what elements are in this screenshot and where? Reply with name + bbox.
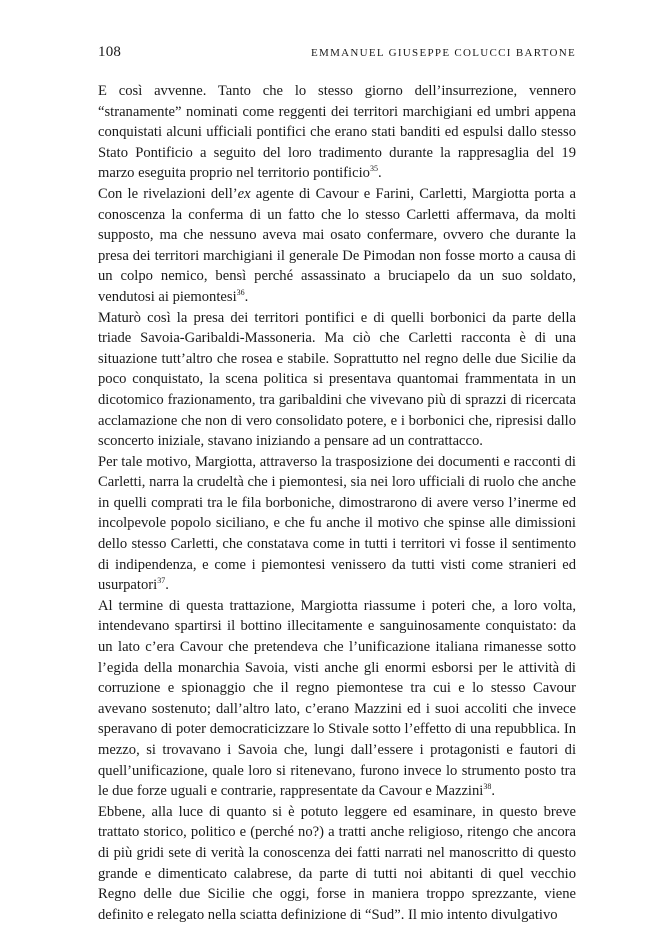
paragraph-text: Per tale motivo, Margiotta, attraverso la trasposizione dei documenti e racconti di Carletti, narra la crudeltà che i piemontesi, sia nei loro ufficiali di ruolo che anche in quelli comprati tra le fila borboniche, dimostrarono di avere verso l’inerme ed incolpevole popolo siciliano, e che fu anche il motivo che spinse alle dimissioni dello stesso Carletti, che constatava come in tutti i territori vi fosse il sentimento di indipendenza, e come i piemontesi venissero da tutti visti come stranieri ed usurpatori <box>98 453 576 594</box>
paragraph-text: Al termine di questa trattazione, Margiotta riassume i poteri che, a loro volta, intendevano spartirsi il bottino illecitamente e sanguinosamente conquistato: da un lato c’era Cavour che pretendeva che l’unificazione italiana rimanesse sotto l’egida della monarchia Savoia, visti anche gli enormi esborsi per le attività di corruzione e spionaggio che il regno piemontese tra cui e lo stesso Cavour avevano sostenuto; dall’altro lato, c’erano Mazzini ed i suoi accoliti che invece speravano di poter democraticizzare lo Stivale sotto l’effetto di una repubblica. In mezzo, si trovavano i Savoia che, lungi dall’essere i protagonisti e fautori di quell’unificazione, quale loro si ritenevano, furono invece lo strumento posto tra le due forze uguali e contrarie, rappresentate da Cavour e Mazzini <box>98 597 576 800</box>
running-head: EMMANUEL GIUSEPPE COLUCCI BARTONE <box>311 47 576 59</box>
paragraph-1: E così avvenne. Tanto che lo stesso giorno dell’insurrezione, vennero “stranamente” nominati come reggenti dei territori marchigiani ed umbri appena conquistati alcuni ufficiali pontifici che erano stati banditi ed espulsi dallo stesso Stato Pontificio a seguito del loro tradimento durante la rappresaglia del 19 marzo eseguita proprio nel territorio pontificio$^{35}$. <box>98 83 576 182</box>
paragraph-text: agente di Cavour e Farini, Carletti, Margiotta porta a conoscenza la conferma di un fatto che lo stesso Carletti affermava, da molti supposto, ma che nessuno aveva mai osato confermare, ovvero che durante la presa dei territori marchigiani il generale De Pimodan non fosse morto a causa di un colpo nemico, bensì perché assassinato a bruciapelo da un suo soldato, vendutosi ai piemontesi <box>98 185 576 305</box>
body-text <box>98 81 576 925</box>
paragraph-3 <box>98 308 576 452</box>
paragraph-text: Ebbene, alla luce di quanto si è potuto leggere ed esaminare, in questo breve trattato storico, politico e (perché no?) a tratti anche religioso, ritengo che ancora di più gridi sete di verità la conoscenza dei fatti narrati nel manoscritto di questo grande e dimenticato calabrese, da parte di tutti noi abitanti di quel vecchio Regno delle due Sicilie che oggi, forse in maniera troppo sprezzante, viene definito e relegato nella sciatta definizione di “Sud”. Il mio intento divulgativo <box>98 803 576 923</box>
footnote-ref-38: 38 <box>483 782 492 792</box>
italic-term: ex <box>237 185 251 202</box>
paragraph-2: Con le rivelazioni dell’ex agente di Cavour e Farini, Carletti, Margiotta porta a conoscenza la conferma di un fatto che lo stesso Carletti affermava, da molti supposto, ma che nessuno aveva mai osato confermare, ovvero che durante la presa dei territori marchigiani il generale De Pimodan non fosse morto a causa di un colpo nemico, bensì perché assassinato a bruciapelo da un suo soldato, vendutosi ai piemontesi$^{36}$. <box>98 185 576 305</box>
footnote-ref-37: 37 <box>157 576 166 586</box>
paragraph-5: Al termine di questa trattazione, Margiotta riassume i poteri che, a loro volta, intendevano spartirsi il bottino illecitamente e sanguinosamente conquistato: da un lato c’era Cavour che pretendeva che l’unificazione italiana rimanesse sotto l’egida della monarchia Savoia, visti anche gli enormi esborsi per le attività di corruzione e spionaggio che il regno piemontese tra cui e lo stesso Cavour avevano sostenuto; dall’altro lato, c’erano Mazzini ed i suoi accoliti che invece speravano di poter democraticizzare lo Stivale sotto l’effetto di una repubblica. In mezzo, si trovavano i Savoia che, lungi dall’essere i protagonisti e fautori di quell’unificazione, quale loro si ritenevano, furono invece lo strumento posto tra le due forze uguali e contrarie, rappresentate da Cavour e Mazzini$^{38}$. <box>98 597 576 800</box>
paragraph-6 <box>98 802 576 925</box>
paragraph-text: Maturò così la presa dei territori pontifici e di quelli borbonici da parte della triade Savoia-Garibaldi-Massoneria. Ma ciò che Carletti racconta è di una situazione tutt’altro che rosea e stabile. Soprattutto nel regno delle due Sicilie da poco conquistato, la scena politica si presentava quantomai frammentata in un dicotomico frazionamento, tra garibaldini che vivevano più di sprazzi di ricercata acclamazione che non di vero consolidato potere, e i borbonici che, ripresisi dallo sconcerto iniziale, stavano iniziando a pensare ad un contrattacco. <box>98 309 576 450</box>
paragraph-4: Per tale motivo, Margiotta, attraverso la trasposizione dei documenti e racconti di Carletti, narra la crudeltà che i piemontesi, sia nei loro ufficiali di ruolo che anche in quelli comprati tra le fila borboniche, dimostrarono di avere verso l’inerme ed incolpevole popolo siciliano, e che fu anche il motivo che spinse alle dimissioni dello stesso Carletti, che constatava come in tutti i territori vi fosse il sentimento di indipendenza, e come i piemontesi venissero da tutti visti come stranieri ed usurpatori$^{37}$. <box>98 453 576 594</box>
paragraph-text: Con le rivelazioni dell’ <box>98 185 238 202</box>
footnote-ref-36: 36 <box>236 288 245 298</box>
paragraph-text: E così avvenne. Tanto che lo stesso giorno dell’insurrezione, vennero “stranamente” nominati come reggenti dei territori marchigiani ed umbri appena conquistati alcuni ufficiali pontifici che erano stati banditi ed espulsi dallo stesso Stato Pontificio a seguito del loro tradimento durante la rappresaglia del 19 marzo eseguita proprio nel territorio pontificio <box>98 83 576 182</box>
footnote-ref-35: 35 <box>369 164 378 174</box>
page-number: 108 <box>98 44 122 60</box>
